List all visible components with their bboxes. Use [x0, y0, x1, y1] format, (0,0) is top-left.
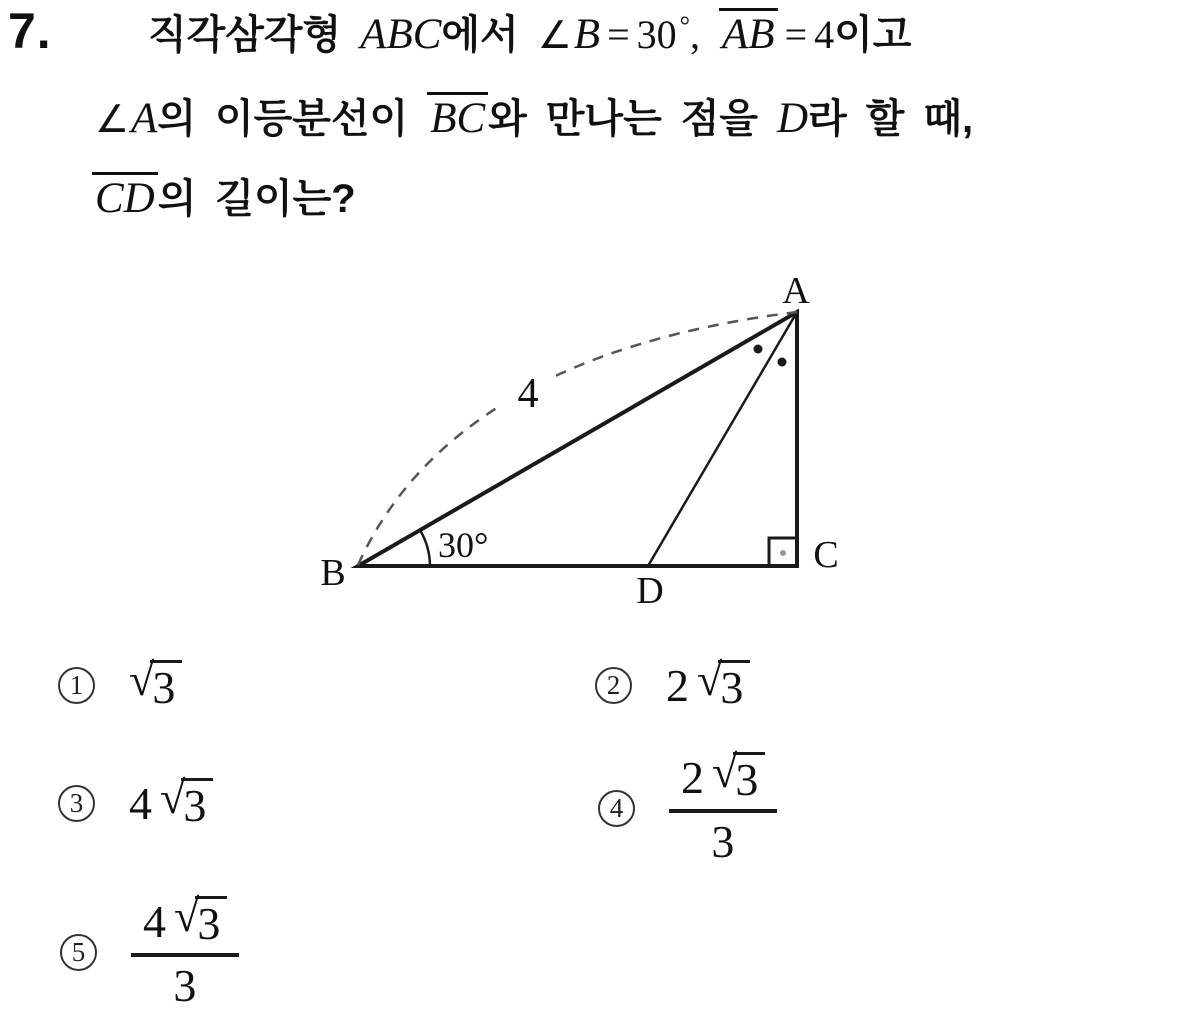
question-text: 직각삼각형	[148, 13, 342, 57]
choice-2	[595, 654, 750, 714]
question-text: 점을	[680, 97, 758, 141]
choice-1-value	[129, 654, 182, 714]
vertex-label-b: B	[320, 552, 346, 594]
right-angle-dot	[780, 550, 786, 556]
angle-arc	[420, 530, 430, 566]
point-d-run: D라	[777, 95, 847, 142]
choice-5-circle: 5	[60, 934, 97, 971]
choice-3-value: 4 √ 3	[129, 778, 213, 829]
vertex-label-c: C	[813, 534, 839, 576]
sqrt-expression: √ 3	[697, 660, 750, 711]
angle-a-expression: ∠A의	[95, 95, 196, 142]
choice-5-value	[131, 890, 239, 1011]
fraction-expression: 2 √ 3 3	[669, 752, 777, 865]
angle-mark-dot	[778, 358, 787, 367]
overline-ab: AB	[719, 8, 778, 57]
sqrt-expression: √ 3	[174, 896, 227, 947]
sqrt-expression: √ 3	[160, 778, 213, 829]
angle-mark-dot	[754, 345, 763, 354]
choice-3	[58, 772, 213, 832]
choice-1-circle: 1	[58, 667, 95, 704]
side-length-label: 4	[517, 371, 539, 417]
choice-5	[60, 890, 239, 1011]
question-text: ABC에서	[360, 11, 519, 58]
choice-4-circle: 4	[598, 790, 635, 827]
angle-b-expression: ∠B = 30 °,	[537, 10, 701, 58]
question-number: 7.	[8, 3, 52, 59]
question-text: 때,	[923, 97, 974, 141]
question-text: 만나는	[545, 97, 662, 141]
choice-1	[58, 654, 182, 714]
bisector-line-ad	[648, 312, 797, 566]
overline-bc: BC	[427, 92, 488, 141]
overline-cd-run: CD의	[92, 172, 196, 224]
choice-4-value	[669, 746, 777, 867]
triangle-outline	[358, 312, 797, 566]
question-line-2	[95, 92, 973, 146]
overline-bc-run: BC와	[427, 92, 527, 144]
angle-value-label: 30°	[438, 525, 489, 565]
question-text: 이등분선이	[215, 97, 409, 141]
triangle-diagram	[295, 256, 890, 624]
triangle-figure	[295, 256, 890, 629]
question-text: 할	[865, 97, 905, 141]
question-line-1	[148, 8, 911, 62]
question-text: 길이는?	[215, 177, 356, 221]
vertex-label-d: D	[636, 570, 664, 612]
vertex-label-a: A	[782, 270, 810, 312]
choice-3-circle: 3	[58, 785, 95, 822]
choice-2-circle: 2	[595, 667, 632, 704]
sqrt-expression: √ 3	[712, 752, 765, 803]
ab-length-expression: AB = 4이고	[719, 8, 911, 60]
choice-4	[598, 746, 777, 867]
sqrt-expression: √ 3	[129, 660, 182, 711]
question-line-3	[92, 172, 356, 224]
overline-cd: CD	[92, 172, 158, 221]
fraction-expression: 4 √ 3 3	[131, 896, 239, 1009]
choice-2-value: 2 √ 3	[666, 660, 750, 711]
